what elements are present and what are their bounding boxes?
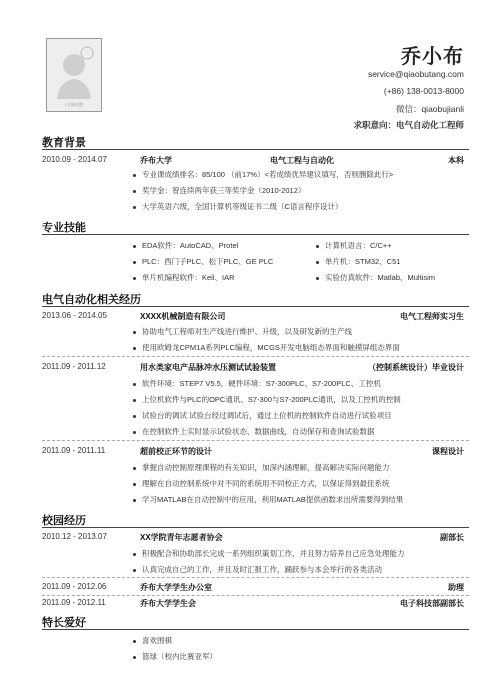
education-date: 2010.09 - 2014.07	[42, 155, 107, 164]
list-item: 试验台的调试 试验台经过调试后，通过上位机的控制软件自动进行试验项目	[133, 410, 392, 421]
experience-org: 超前校正环节的设计	[140, 447, 212, 456]
list-item: 计算机语言：C/C++	[316, 240, 392, 251]
section-divider	[42, 306, 469, 307]
phone: (+86) 138-0013-8000	[383, 86, 464, 96]
education-school: 乔布大学	[140, 156, 172, 165]
list-item: 学习MATLAB在自动控制中的应用，利用MATLAB提供函数求出所需要得到结果	[133, 494, 403, 505]
entry-divider	[42, 356, 469, 357]
experience-role: 电气工程师实习生	[400, 312, 464, 321]
section-title-campus: 校园经历	[42, 515, 86, 527]
experience-date: 2011.09 - 2011.11	[42, 446, 106, 455]
entry-divider	[42, 595, 469, 596]
wechat: 微信：qiaobujianli	[395, 104, 464, 114]
list-item: 认真完成自己的工作，并且及时汇报工作，踊跃参与本会举行的各类活动	[133, 564, 382, 575]
list-item: 喜欢围棋	[133, 635, 172, 646]
education-major: 电气工程与自动化	[270, 156, 334, 165]
campus-org: 乔布大学学生会	[140, 599, 196, 608]
campus-role: 助理	[448, 583, 464, 592]
experience-date: 2011.09 - 2011.12	[42, 362, 106, 371]
section-divider	[42, 629, 469, 630]
section-title-skills: 专业技能	[42, 222, 86, 234]
campus-role: 副部长	[440, 533, 464, 542]
experience-date: 2013.06 - 2014.05	[42, 311, 107, 320]
campus-date: 2011.09 - 2012.06	[42, 582, 107, 591]
education-degree: 本科	[448, 156, 464, 165]
list-item: 上位机软件与PLC的OPC通讯、S7-300与S7-200PLC通讯，以及工控机的控制	[133, 394, 401, 405]
list-item: 奖学金：曾连续两年获三等奖学金（2010-2012）	[133, 185, 305, 196]
email: service@qiaobutang.com	[367, 69, 464, 79]
campus-date: 2011.09 - 2012.11	[42, 598, 106, 607]
campus-date: 2010.12 - 2013.07	[42, 532, 107, 541]
section-divider	[42, 527, 469, 528]
candidate-name: 乔小布	[401, 46, 464, 68]
list-item: 理解在自动控制系统中对不同的系统用不同校正方式，以保证得到最佳系统	[133, 478, 390, 489]
list-item: 软件环境：STEP7 V5.5，硬件环境：S7-300PLC、S7-200PLC、工控机	[133, 378, 381, 389]
experience-org: 用水类家电产品脉冲水压测试试验装置	[140, 363, 276, 372]
list-item: 专业课成绩排名：85/100 （前17%）<若成绩优异建议填写，否则删除此行>	[133, 169, 393, 180]
job-objective: 求职意向：电气自动化工程师	[353, 120, 464, 130]
entry-divider	[42, 577, 469, 578]
experience-role: （控制系统设计）毕业设计	[368, 363, 464, 372]
list-item: 篮球（校内比赛亚军）	[133, 651, 217, 662]
list-item: 单片机编程软件：Keil、IAR	[133, 272, 235, 283]
list-item: 大学英语六级，全国计算机等级证书二级（C语言程序设计）	[133, 201, 342, 212]
photo-caption: 1寸职业照	[64, 102, 84, 107]
section-divider	[42, 149, 469, 150]
section-divider	[42, 234, 469, 235]
list-item: 实验仿真软件：Matlab、Multisim	[316, 272, 435, 283]
section-title-education: 教育背景	[42, 137, 86, 149]
experience-org: XXXX机械制造有限公司	[140, 312, 226, 321]
list-item: 在控制软件上实时显示试验状态、数据曲线，自动保存和查询试验数据	[133, 426, 375, 437]
entry-divider	[42, 440, 469, 441]
profile-photo	[46, 38, 102, 112]
section-title-hobbies: 特长爱好	[42, 617, 86, 629]
list-item: EDA软件：AutoCAD、Protel	[133, 240, 238, 251]
list-item: 协助电气工程师对生产线进行维护、升级，以及研发新的生产线	[133, 326, 352, 337]
list-item: PLC：西门子PLC、松下PLC、GE PLC	[133, 256, 273, 267]
campus-org: 乔布大学学生办公室	[140, 583, 212, 592]
campus-role: 电子科技部副部长	[400, 599, 464, 608]
experience-role: 课程设计	[432, 447, 464, 456]
list-item: 掌握自动控制原理课程的有关知识，加深内涵理解，提高解决实际问题能力	[133, 462, 390, 473]
list-item: 积极配合和协助部长完成一系列组织策划工作，并且努力培养自己应急处理能力	[133, 548, 405, 559]
list-item: 使用欧姆龙CPM1A系列PLC编程，MCGS开发电脑组态界面和触摸屏组态界面	[133, 342, 400, 353]
avatar-silhouette-icon	[47, 39, 101, 111]
list-item: 单片机：STM32、C51	[316, 256, 400, 267]
campus-org: XX学院青年志愿者协会	[140, 533, 223, 542]
section-title-experience: 电气自动化相关经历	[42, 294, 141, 306]
